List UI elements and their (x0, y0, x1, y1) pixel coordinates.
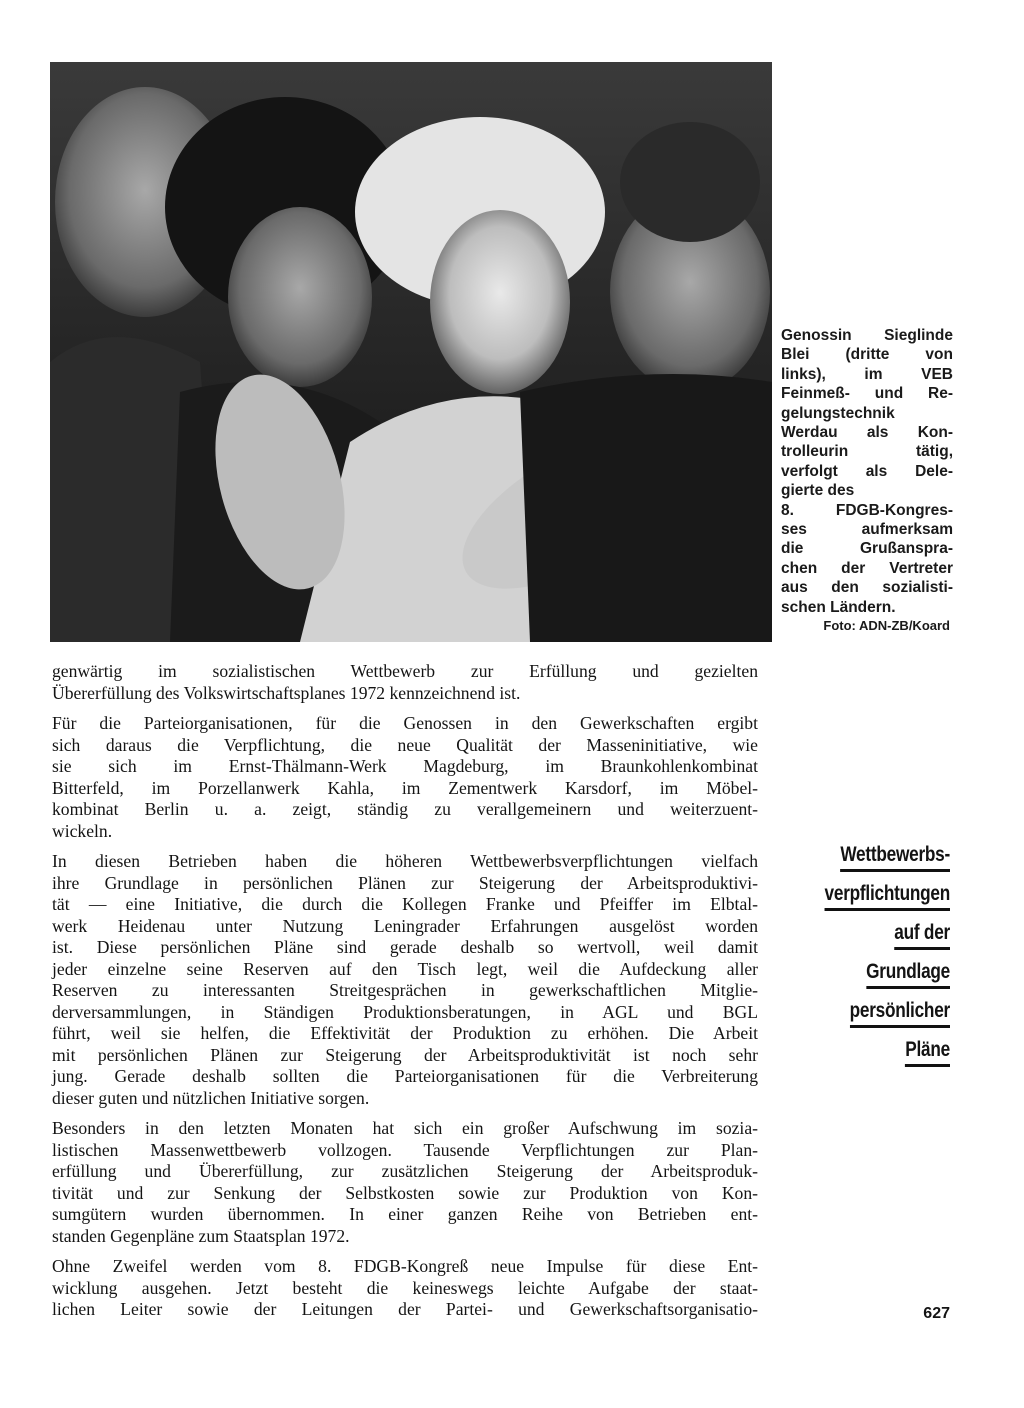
margin-heading-line: Pläne (905, 1036, 950, 1067)
text-line: genwärtig im sozialistischen Wettbewerb zur Erfüllung und gezielten (52, 661, 758, 681)
paragraph (52, 713, 758, 842)
caption-line: ses aufmerksam (781, 521, 953, 539)
margin-heading-line: Wettbewerbs- (840, 841, 950, 872)
text-line: sumgütern wurden übernommen. In einer ganzen Reihe von Betrieben ent- (52, 1204, 758, 1224)
text-line: jeder einzelne seine Reserven auf den Tisch legt, weil die Aufdeckung aller (52, 958, 758, 979)
text-line: derversammlungen, in Ständigen Produktionsberatungen, in AGL und BGL (52, 1001, 758, 1022)
caption-line: 8. FDGB-Kongres- (781, 501, 953, 519)
text-line: Ohne Zweifel werden vom 8. FDGB-Kongreß neue Impulse für diese Ent- (52, 1256, 758, 1276)
margin-heading-line: persönlicher (850, 997, 950, 1028)
caption-line: Werdau als Kon- (781, 424, 953, 442)
margin-heading-line: verpflichtungen (825, 880, 950, 911)
caption-line: aus den sozialisti- (781, 579, 953, 597)
text-line: listischen Massenwettbewerb vollzogen. Tausende Verpflichtungen zur Plan- (52, 1139, 758, 1160)
caption-line: Blei (dritte von (781, 346, 953, 364)
caption-line: Feinmeß- und Re- (781, 385, 953, 403)
photograph-icon (50, 62, 772, 642)
text-line: In diesen Betrieben haben die höheren Wettbewerbsverpflichtungen vielfach (52, 851, 758, 871)
caption-line: gelungstechnik (781, 404, 895, 422)
text-line: jung. Gerade deshalb sollten die Parteiorganisationen für die Verbreiterung (52, 1066, 758, 1086)
page-number: 627 (923, 1305, 950, 1322)
text-line: ihre Grundlage in persönlichen Plänen zur Steigerung der Arbeitsproduktivi- (52, 872, 758, 893)
caption-line: verfolgt als Dele- (781, 462, 953, 480)
text-line: erfüllung und Übererfüllung, zur zusätzlichen Steigerung der Arbeitsproduk- (52, 1161, 758, 1181)
photo-caption (781, 326, 953, 617)
margin-heading (799, 838, 950, 1072)
text-line: werk Heidenau unter Nutzung Leningrader Erfahrungen ausgelöst worden (52, 915, 758, 936)
margin-heading-line: Grundlage (866, 958, 950, 989)
caption-line: trolleurin tätig, (781, 443, 953, 461)
text-line: tivität und zur Senkung der Selbstkosten sowie zur Produktion von Kon- (52, 1182, 758, 1203)
text-line: mit persönlichen Plänen zur Steigerung der Arbeitsproduktivität ist noch sehr (52, 1044, 758, 1065)
text-line: Bitterfeld, im Porzellanwerk Kahla, im Zementwerk Karsdorf, im Möbel- (52, 777, 758, 798)
text-line: wicklung ausgehen. Jetzt besteht die keineswegs leichte Aufgabe der staat- (52, 1277, 758, 1298)
paragraph (52, 1256, 758, 1321)
text-line: Besonders in den letzten Monaten hat sich ein großer Aufschwung im sozia- (52, 1118, 758, 1138)
caption-line: Genossin Sieglinde (781, 327, 953, 344)
paragraph (52, 661, 758, 704)
text-line: sich daraus die Verpflichtung, die neue Qualität der Masseninitiative, wie (52, 734, 758, 755)
text-line: tät — eine Initiative, die durch die Kollegen Franke und Pfeiffer im Elbtal- (52, 894, 758, 914)
text-line: wickeln. (52, 820, 113, 841)
caption-line: chen der Vertreter (781, 559, 953, 577)
text-line: dieser guten und nützlichen Initiative sorgen. (52, 1087, 370, 1108)
margin-heading-line: auf der (894, 919, 950, 950)
photo-credit: Foto: ADN-ZB/Koard (823, 618, 950, 633)
text-line: kombinat Berlin u. a. zeigt, ständig zu verallgemeinern und weiterzuent- (52, 799, 758, 819)
text-line: Für die Parteiorganisationen, für die Genossen in den Gewerkschaften ergibt (52, 713, 758, 733)
text-line: sie sich im Ernst-Thälmann-Werk Magdeburg, im Braunkohlenkombinat (52, 756, 758, 776)
text-line: lichen Leiter sowie der Leitungen der Partei- und Gewerkschaftsorganisatio- (52, 1299, 758, 1319)
caption-line: die Grußanspra- (781, 540, 953, 558)
paragraph (52, 851, 758, 1109)
caption-line: schen Ländern. (781, 598, 896, 616)
text-line: Übererfüllung des Volkswirtschaftsplanes 1972 kennzeichnend ist. (52, 682, 521, 703)
congress-photograph (50, 62, 772, 642)
article-body (52, 661, 758, 1330)
text-line: führt, weil sie helfen, die Effektivität der Produktion zu erhöhen. Die Arbeit (52, 1023, 758, 1043)
text-line: ist. Diese persönlichen Pläne sind gerade deshalb so wertvoll, weil damit (52, 937, 758, 957)
text-line: Reserven zu interessanten Streitgesprächen in gewerkschaftlichen Mitglie- (52, 980, 758, 1000)
paragraph (52, 1118, 758, 1247)
caption-line: gierte des (781, 482, 855, 500)
text-line: standen Gegenpläne zum Staatsplan 1972. (52, 1225, 350, 1246)
caption-line: links), im VEB (781, 365, 953, 383)
